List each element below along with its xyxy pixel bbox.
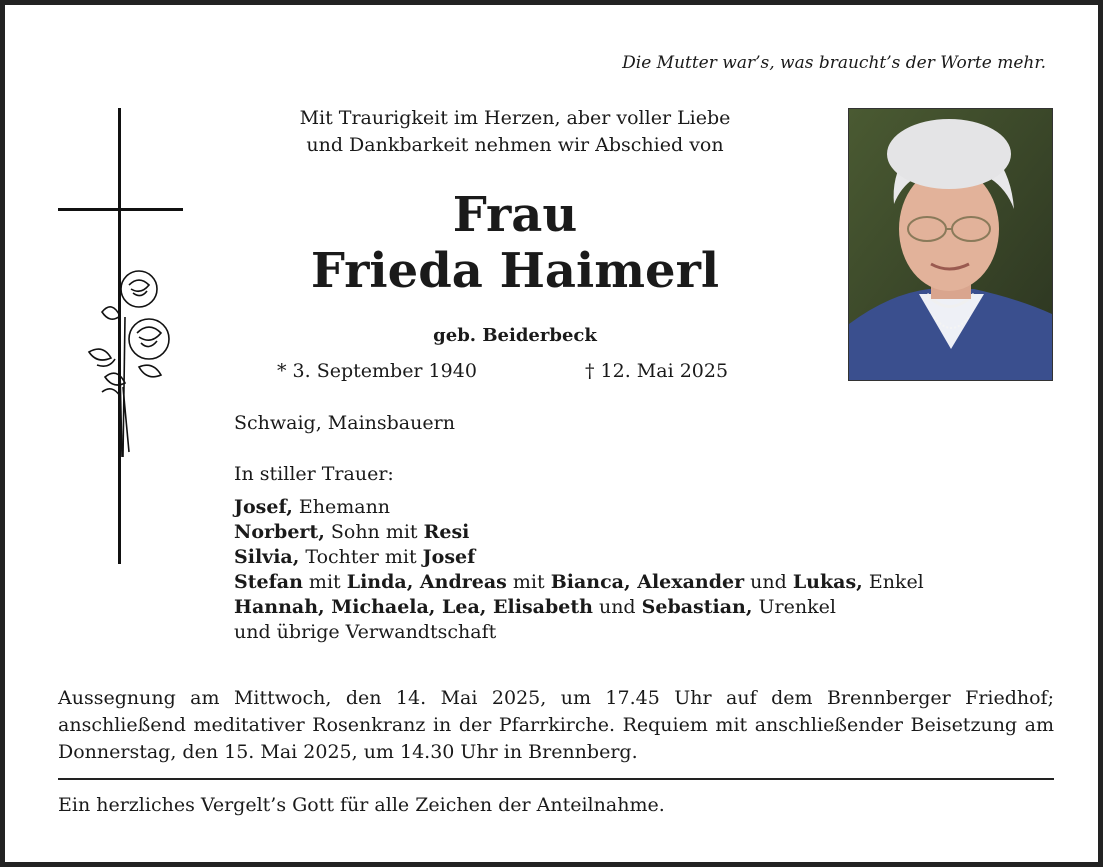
death-date: † 12. Mai 2025 (585, 360, 729, 382)
intro-text (215, 105, 815, 159)
birth-date: * 3. September 1940 (277, 360, 477, 382)
relatives-list (234, 495, 924, 645)
list-item: Josef, Ehemann (234, 496, 391, 518)
list-item: Norbert, Sohn mit Resi (234, 521, 470, 543)
divider (58, 778, 1054, 780)
mourning-intro: In stiller Trauer: (234, 463, 394, 485)
salutation: Frau (452, 187, 578, 243)
portrait-photo (848, 108, 1053, 381)
list-item: und übrige Verwandtschaft (234, 621, 497, 643)
location: Schwaig, Mainsbauern (234, 412, 455, 434)
deceased-title (215, 187, 815, 299)
deceased-name: Frieda Haimerl (310, 243, 720, 299)
list-item: Silvia, Tochter mit Josef (234, 546, 476, 568)
service-info: Aussegnung am Mittwoch, den 14. Mai 2025, um 17.45 Uhr auf dem Brennberger Friedhof; anschließend meditativer Rosenkranz in der Pfarrkirche. Requiem mit anschließender Beisetzung am Donnerstag, den 15. Mai 2025, um 14.30 Uhr in Brennberg. (58, 687, 1054, 763)
birth-name: geb. Beiderbeck (433, 325, 597, 346)
list-item: Stefan mit Linda, Andreas mit Bianca, Alexander und Lukas, Enkel (234, 571, 924, 593)
thanks-text: Ein herzliches Vergelt’s Gott für alle Zeichen der Anteilnahme. (58, 794, 665, 816)
cross-icon-bar (58, 208, 183, 211)
list-item: Hannah, Michaela, Lea, Elisabeth und Sebastian, Urenkel (234, 596, 836, 618)
intro-line-1: Mit Traurigkeit im Herzen, aber voller Liebe (299, 107, 731, 129)
intro-line-2: und Dankbarkeit nehmen wir Abschied von (306, 134, 724, 156)
motto: Die Mutter war’s, was braucht’s der Worte mehr. (622, 53, 1046, 73)
roses-icon (77, 267, 177, 467)
